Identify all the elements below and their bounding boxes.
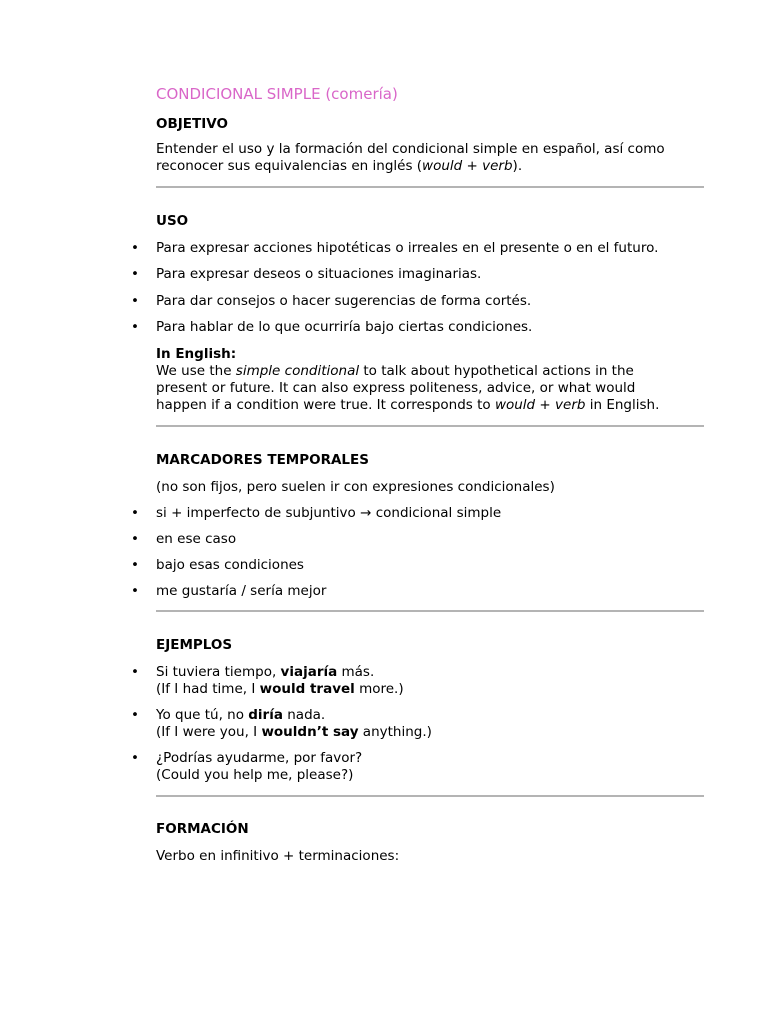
list-item bbox=[131, 557, 704, 574]
bullet-icon: • bbox=[131, 319, 139, 335]
ejemplos-heading: EJEMPLOS bbox=[156, 637, 233, 653]
list-item bbox=[131, 583, 704, 600]
bullet-icon: • bbox=[131, 583, 139, 599]
example-item bbox=[131, 664, 704, 698]
bullet-icon: • bbox=[131, 293, 139, 309]
example-text: anything.) bbox=[358, 724, 432, 740]
example-text: (If I had time, I bbox=[156, 681, 260, 697]
example-spanish bbox=[156, 664, 704, 681]
list-item bbox=[131, 531, 704, 548]
bullet-icon: • bbox=[131, 664, 139, 680]
bullet-icon: • bbox=[131, 707, 139, 723]
example-text: (Could you help me, please?) bbox=[156, 767, 354, 783]
english-text-italic: would + verb bbox=[494, 397, 586, 413]
list-item bbox=[131, 240, 704, 257]
example-verb: viajaría bbox=[280, 664, 338, 680]
example-english bbox=[156, 767, 704, 784]
list-item-text: me gustaría / sería mejor bbox=[156, 583, 327, 599]
example-text: Yo que tú, no bbox=[156, 707, 249, 723]
example-english bbox=[156, 724, 704, 741]
english-text-part: We use the bbox=[156, 363, 236, 379]
bullet-icon: • bbox=[131, 557, 139, 573]
example-verb: would travel bbox=[259, 681, 355, 697]
english-explanation bbox=[156, 363, 661, 414]
example-spanish bbox=[156, 750, 704, 767]
example-text: ¿Podrías ayudarme, por favor? bbox=[156, 750, 363, 766]
formacion-text: Verbo en infinitivo + terminaciones: bbox=[156, 848, 400, 864]
bullet-icon: • bbox=[131, 266, 139, 282]
uso-list bbox=[131, 240, 704, 336]
bullet-icon: • bbox=[131, 750, 139, 766]
english-text-italic: simple conditional bbox=[235, 363, 360, 379]
list-item bbox=[131, 319, 704, 336]
list-item bbox=[131, 505, 704, 522]
uso-heading: USO bbox=[156, 213, 189, 229]
list-item-text: bajo esas condiciones bbox=[156, 557, 304, 573]
objetivo-heading: OBJETIVO bbox=[156, 116, 228, 132]
marcadores-list bbox=[131, 505, 704, 600]
example-english bbox=[156, 681, 704, 698]
section-divider bbox=[156, 186, 704, 188]
list-item-text: si + imperfecto de subjuntivo → condicional simple bbox=[156, 505, 502, 521]
objetivo-text-part: ). bbox=[512, 158, 523, 174]
page-title: CONDICIONAL SIMPLE (comería) bbox=[156, 85, 398, 103]
list-item-text: Para hablar de lo que ocurriría bajo ciertas condiciones. bbox=[156, 319, 533, 335]
english-text-part: to talk about hypothetical actions in the present or future. It can also express politeness, advice, or what would happen if a condition were true. It corresponds to bbox=[156, 363, 636, 413]
example-text: more.) bbox=[354, 681, 404, 697]
list-item bbox=[131, 266, 704, 283]
objetivo-text bbox=[156, 141, 704, 175]
list-item-text: en ese caso bbox=[156, 531, 237, 547]
example-verb: diría bbox=[248, 707, 283, 723]
example-text: nada. bbox=[282, 707, 326, 723]
list-item-text: Para expresar deseos o situaciones imaginarias. bbox=[156, 266, 482, 282]
document-page bbox=[131, 84, 704, 865]
english-label: In English: bbox=[156, 346, 237, 362]
list-item-text: Para expresar acciones hipotéticas o irreales en el presente o en el futuro. bbox=[156, 240, 659, 256]
bullet-icon: • bbox=[131, 505, 139, 521]
example-spanish bbox=[156, 707, 704, 724]
example-verb: wouldn’t say bbox=[261, 724, 359, 740]
example-item bbox=[131, 750, 704, 784]
objetivo-text-part: Entender el uso y la formación del condicional simple en español, así como reconocer sus equivalencias en inglés ( bbox=[156, 141, 665, 174]
section-divider bbox=[156, 795, 704, 797]
objetivo-text-italic: would + verb bbox=[422, 158, 513, 174]
section-divider bbox=[156, 425, 704, 427]
english-text-part: in English. bbox=[585, 397, 660, 413]
formacion-heading: FORMACIÓN bbox=[156, 821, 249, 837]
marcadores-note: (no son fijos, pero suelen ir con expresiones condicionales) bbox=[156, 479, 555, 495]
example-item bbox=[131, 707, 704, 741]
example-text: (If I were you, I bbox=[156, 724, 262, 740]
ejemplos-list bbox=[131, 664, 704, 784]
example-text: más. bbox=[337, 664, 375, 680]
list-item bbox=[131, 293, 704, 310]
marcadores-heading: MARCADORES TEMPORALES bbox=[156, 452, 369, 468]
bullet-icon: • bbox=[131, 240, 139, 256]
bullet-icon: • bbox=[131, 531, 139, 547]
example-text: Si tuviera tiempo, bbox=[156, 664, 281, 680]
list-item-text: Para dar consejos o hacer sugerencias de forma cortés. bbox=[156, 293, 532, 309]
section-divider bbox=[156, 610, 704, 612]
